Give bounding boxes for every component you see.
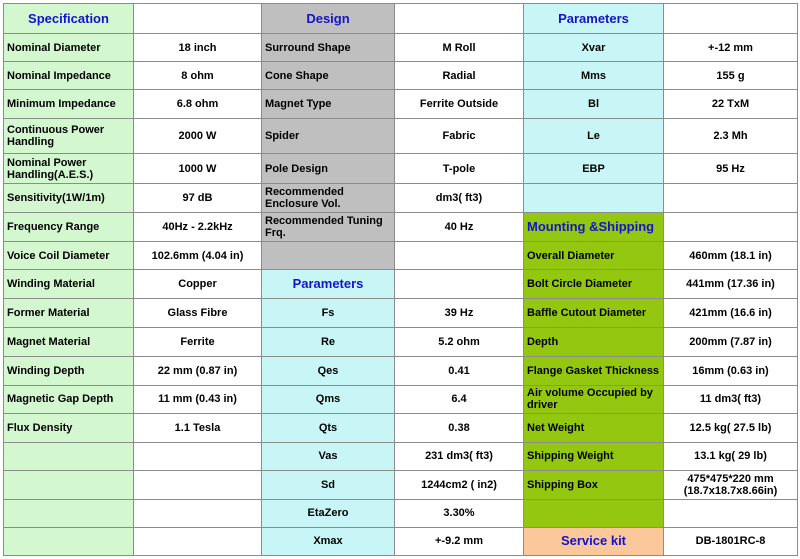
table-row <box>4 299 798 327</box>
spec-value: 18 inch <box>134 34 262 62</box>
spec-label: Continuous Power Handling <box>4 119 134 154</box>
table-row <box>4 527 798 555</box>
spec-value: Copper <box>134 270 262 299</box>
table-row <box>4 270 798 299</box>
parameter-value: 6.4 <box>395 385 524 413</box>
spec-label: Winding Material <box>4 270 134 299</box>
parameter-label: Qes <box>262 356 395 385</box>
service-kit-value: DB-1801RC-8 <box>664 527 798 555</box>
mounting-value: 475*475*220 mm (18.7x18.7x8.66in) <box>664 470 798 499</box>
parameter-value: 95 Hz <box>664 154 798 184</box>
parameters-header: Parameters <box>262 270 395 299</box>
design-value: T-pole <box>395 154 524 184</box>
spec-label: Magnetic Gap Depth <box>4 385 134 413</box>
parameter-value: 0.38 <box>395 413 524 442</box>
spec-value: 40Hz - 2.2kHz <box>134 213 262 242</box>
table-row <box>4 213 798 242</box>
mounting-shipping-header: Mounting &Shipping <box>524 213 664 242</box>
parameter-value: 0.41 <box>395 356 524 385</box>
empty-cell <box>395 270 524 299</box>
spec-value: 102.6mm (4.04 in) <box>134 242 262 270</box>
parameter-label: Mms <box>524 62 664 90</box>
table-row <box>4 90 798 119</box>
mounting-label: Depth <box>524 327 664 356</box>
spec-label: Former Material <box>4 299 134 327</box>
table-row <box>4 4 798 34</box>
design-value: 40 Hz <box>395 213 524 242</box>
empty-cell <box>4 470 134 499</box>
spec-label: Flux Density <box>4 413 134 442</box>
table-row <box>4 242 798 270</box>
table-row <box>4 34 798 62</box>
spec-value: 11 mm (0.43 in) <box>134 385 262 413</box>
parameters-header: Parameters <box>524 4 664 34</box>
design-header: Design <box>262 4 395 34</box>
spec-value: 22 mm (0.87 in) <box>134 356 262 385</box>
parameter-label: Qms <box>262 385 395 413</box>
table-row <box>4 385 798 413</box>
design-value: Fabric <box>395 119 524 154</box>
design-label: Spider <box>262 119 395 154</box>
table-row <box>4 327 798 356</box>
parameter-label: EBP <box>524 154 664 184</box>
mounting-value: 12.5 kg( 27.5 lb) <box>664 413 798 442</box>
parameter-value: 5.2 ohm <box>395 327 524 356</box>
parameter-label: Fs <box>262 299 395 327</box>
mounting-value: 460mm (18.1 in) <box>664 242 798 270</box>
table-row <box>4 442 798 470</box>
parameter-label: Sd <box>262 470 395 499</box>
mounting-value: 13.1 kg( 29 lb) <box>664 442 798 470</box>
empty-cell <box>395 242 524 270</box>
empty-cell <box>664 499 798 527</box>
parameter-value: 22 TxM <box>664 90 798 119</box>
parameter-value: +-12 mm <box>664 34 798 62</box>
mounting-value: 16mm (0.63 in) <box>664 356 798 385</box>
table-row <box>4 413 798 442</box>
parameter-label: Xvar <box>524 34 664 62</box>
empty-cell <box>664 213 798 242</box>
empty-cell <box>134 4 262 34</box>
spec-label: Nominal Diameter <box>4 34 134 62</box>
parameter-label: Vas <box>262 442 395 470</box>
table-row <box>4 62 798 90</box>
parameter-value: 231 dm3( ft3) <box>395 442 524 470</box>
mounting-label: Flange Gasket Thickness <box>524 356 664 385</box>
parameter-value: 3.30% <box>395 499 524 527</box>
spec-label: Sensitivity(1W/1m) <box>4 184 134 213</box>
empty-cell <box>664 4 798 34</box>
parameter-label: Qts <box>262 413 395 442</box>
spec-label: Frequency Range <box>4 213 134 242</box>
spec-value: 1.1 Tesla <box>134 413 262 442</box>
mounting-label: Net Weight <box>524 413 664 442</box>
mounting-label: Bolt Circle Diameter <box>524 270 664 299</box>
mounting-label: Overall Diameter <box>524 242 664 270</box>
design-label: Recommended Enclosure Vol. <box>262 184 395 213</box>
specification-header: Specification <box>4 4 134 34</box>
spec-value: Glass Fibre <box>134 299 262 327</box>
table-row <box>4 184 798 213</box>
table-row <box>4 499 798 527</box>
design-value: Radial <box>395 62 524 90</box>
design-label: Magnet Type <box>262 90 395 119</box>
mounting-value: 200mm (7.87 in) <box>664 327 798 356</box>
spec-value: 8 ohm <box>134 62 262 90</box>
design-label: Cone Shape <box>262 62 395 90</box>
parameter-value: +-9.2 mm <box>395 527 524 555</box>
mounting-label: Shipping Box <box>524 470 664 499</box>
spec-label: Minimum Impedance <box>4 90 134 119</box>
spec-value: 2000 W <box>134 119 262 154</box>
service-kit-header: Service kit <box>524 527 664 555</box>
mounting-label: Air volume Occupied by driver <box>524 385 664 413</box>
parameter-label: EtaZero <box>262 499 395 527</box>
empty-cell <box>524 184 664 213</box>
empty-cell <box>395 4 524 34</box>
empty-cell <box>524 499 664 527</box>
mounting-label: Shipping Weight <box>524 442 664 470</box>
empty-cell <box>134 442 262 470</box>
design-value: dm3( ft3) <box>395 184 524 213</box>
parameter-value: 39 Hz <box>395 299 524 327</box>
speaker-spec-table <box>3 3 798 556</box>
design-value: Ferrite Outside <box>395 90 524 119</box>
parameter-value: 2.3 Mh <box>664 119 798 154</box>
parameter-label: Le <box>524 119 664 154</box>
parameter-label: Xmax <box>262 527 395 555</box>
table-row <box>4 154 798 184</box>
spec-label: Nominal Power Handling(A.E.S.) <box>4 154 134 184</box>
table-row <box>4 356 798 385</box>
empty-cell <box>4 527 134 555</box>
design-label: Pole Design <box>262 154 395 184</box>
parameter-label: Bl <box>524 90 664 119</box>
empty-cell <box>262 242 395 270</box>
parameter-label: Re <box>262 327 395 356</box>
spec-value: Ferrite <box>134 327 262 356</box>
table-row <box>4 119 798 154</box>
spec-label: Voice Coil Diameter <box>4 242 134 270</box>
spec-label: Magnet Material <box>4 327 134 356</box>
empty-cell <box>134 527 262 555</box>
spec-value: 97 dB <box>134 184 262 213</box>
empty-cell <box>134 470 262 499</box>
mounting-value: 441mm (17.36 in) <box>664 270 798 299</box>
empty-cell <box>134 499 262 527</box>
empty-cell <box>4 499 134 527</box>
design-label: Recommended Tuning Frq. <box>262 213 395 242</box>
parameter-value: 1244cm2 ( in2) <box>395 470 524 499</box>
spec-value: 6.8 ohm <box>134 90 262 119</box>
empty-cell <box>664 184 798 213</box>
spec-label: Winding Depth <box>4 356 134 385</box>
spec-value: 1000 W <box>134 154 262 184</box>
empty-cell <box>4 442 134 470</box>
design-value: M Roll <box>395 34 524 62</box>
parameter-value: 155 g <box>664 62 798 90</box>
table-row <box>4 470 798 499</box>
mounting-value: 421mm (16.6 in) <box>664 299 798 327</box>
spec-label: Nominal Impedance <box>4 62 134 90</box>
mounting-label: Baffle Cutout Diameter <box>524 299 664 327</box>
mounting-value: 11 dm3( ft3) <box>664 385 798 413</box>
design-label: Surround Shape <box>262 34 395 62</box>
